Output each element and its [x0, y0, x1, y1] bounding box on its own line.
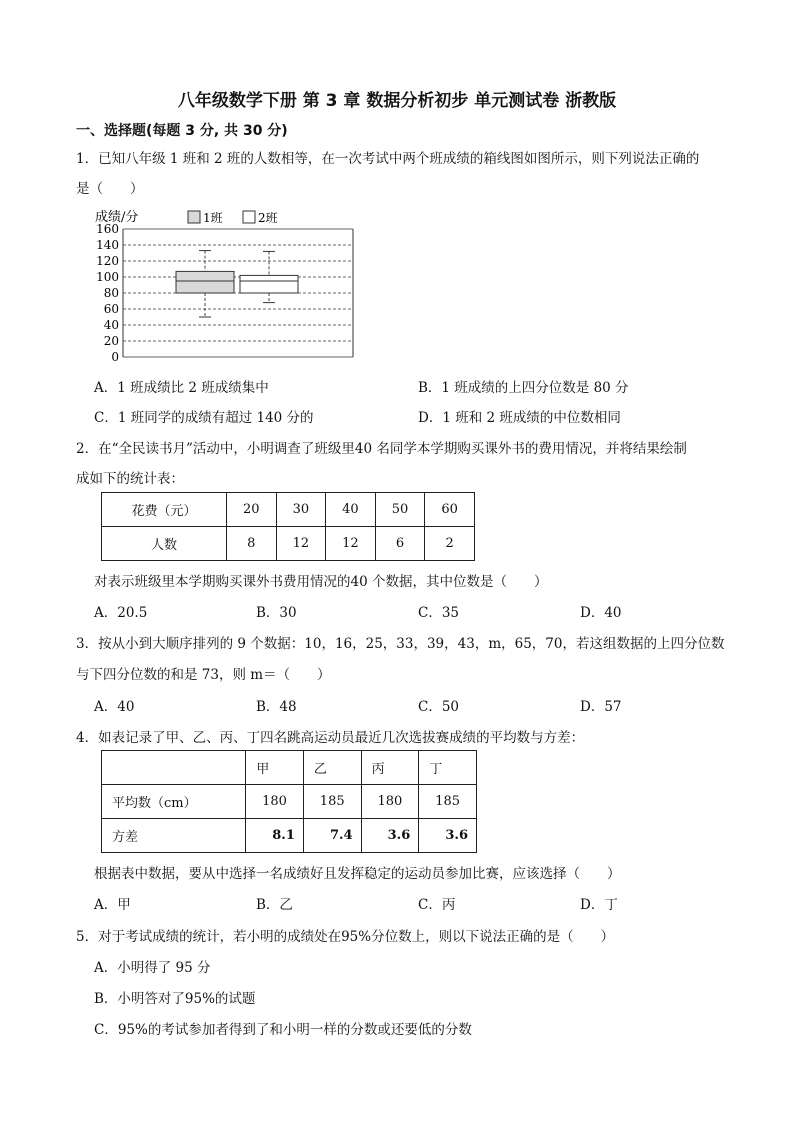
table-cell: 12 — [276, 527, 326, 561]
legend-swatch — [243, 211, 255, 223]
box-iqr — [176, 271, 234, 293]
table-cell: 185 — [419, 785, 477, 819]
y-axis-label: 成绩/分 — [95, 210, 139, 225]
table-cell: 30 — [276, 493, 326, 527]
table-cell: 20 — [226, 493, 276, 527]
table-cell: 平均数（cm） — [102, 785, 246, 819]
table-cell: 乙 — [303, 751, 361, 785]
table-cell: 180 — [361, 785, 419, 819]
table-cell: 丁 — [419, 751, 477, 785]
section-heading: 一、选择题(每题 3 分, 共 30 分) — [76, 123, 288, 139]
table-cell: 50 — [375, 493, 425, 527]
q2-option-b[interactable]: B．30 — [256, 605, 297, 621]
legend-label: 1班 — [203, 211, 223, 225]
q1-option-a[interactable]: A．1 班成绩比 2 班成绩集中 — [94, 380, 269, 396]
y-tick-label: 140 — [96, 238, 119, 252]
table-cell: 2 — [425, 527, 475, 561]
y-tick-label: 40 — [103, 318, 119, 332]
q2-stem-line3: 对表示班级里本学期购买课外书费用情况的40 个数据，其中位数是（ ） — [94, 574, 548, 590]
y-tick-label: 160 — [96, 222, 119, 236]
y-tick-label: 120 — [96, 254, 119, 268]
table-cell: 12 — [326, 527, 376, 561]
q4-table — [101, 750, 477, 853]
q4-option-b[interactable]: B．乙 — [256, 897, 293, 913]
q2-option-d[interactable]: D．40 — [580, 605, 622, 621]
q4-stem-line2: 根据表中数据，要从中选择一名成绩好且发挥稳定的运动员参加比赛，应该选择（ ） — [94, 866, 621, 882]
table-cell: 6 — [375, 527, 425, 561]
q5-stem-line1: 5．对于考试成绩的统计，若小明的成绩处在95%分位数上，则以下说法正确的是（ ） — [76, 929, 615, 945]
y-tick-label: 60 — [103, 302, 119, 316]
q4-table-row-mean — [102, 785, 477, 819]
q2-stem-line1: 2．在“全民读书月”活动中，小明调查了班级里40 名同学本学期购买课外书的费用情况，并将结果绘制 — [76, 441, 687, 457]
q1-option-d[interactable]: D．1 班和 2 班成绩的中位数相同 — [418, 410, 621, 426]
table-cell: 8.1 — [246, 819, 304, 853]
q4-table-header — [102, 751, 477, 785]
q2-option-c[interactable]: C．35 — [418, 605, 460, 621]
q3-option-d[interactable]: D．57 — [580, 699, 622, 715]
q2-table — [101, 492, 475, 561]
legend-label: 2班 — [258, 211, 278, 225]
table-cell: 人数 — [102, 527, 227, 561]
q5-option-c[interactable]: C．95%的考试参加者得到了和小明一样的分数或还要低的分数 — [94, 1022, 472, 1038]
table-cell: 8 — [226, 527, 276, 561]
box-series — [176, 251, 298, 317]
q3-option-a[interactable]: A．40 — [94, 699, 135, 715]
q4-option-d[interactable]: D．丁 — [580, 897, 618, 913]
q3-stem-line1: 3．按从小到大顺序排列的 9 个数据：10，16，25，33，39，43，m，65，70，若这组数据的上四分位数 — [76, 636, 725, 652]
q3-option-c[interactable]: C．50 — [418, 699, 460, 715]
boxplot-chart — [90, 205, 370, 365]
table-cell — [102, 751, 246, 785]
q4-option-a[interactable]: A．甲 — [94, 897, 131, 913]
table-cell: 3.6 — [361, 819, 419, 853]
page-title: 八年级数学下册 第 3 章 数据分析初步 单元测试卷 浙教版 — [177, 91, 617, 111]
y-tick-label: 80 — [103, 286, 119, 300]
q4-stem-line1: 4．如表记录了甲、乙、丙、丁四名跳高运动员最近几次选拔赛成绩的平均数与方差： — [76, 730, 585, 746]
table-cell: 3.6 — [419, 819, 477, 853]
table-cell: 花费（元） — [102, 493, 227, 527]
q1-stem-line1: 1．已知八年级 1 班和 2 班的人数相等，在一次考试中两个班成绩的箱线图如图所示，则下列说法正确的 — [76, 151, 700, 167]
table-cell: 40 — [326, 493, 376, 527]
table-cell: 180 — [246, 785, 304, 819]
q1-option-c[interactable]: C．1 班同学的成绩有超过 140 分的 — [94, 410, 314, 426]
q2-table-row-count — [102, 527, 475, 561]
legend-swatch — [188, 211, 200, 223]
y-tick-labels — [96, 222, 119, 364]
table-cell: 甲 — [246, 751, 304, 785]
q5-option-a[interactable]: A．小明得了 95 分 — [94, 960, 211, 976]
box-iqr — [240, 275, 298, 293]
chart-legend — [188, 210, 278, 225]
q1-option-b[interactable]: B．1 班成绩的上四分位数是 80 分 — [418, 380, 629, 396]
q2-stem-line2: 成如下的统计表： — [76, 471, 184, 487]
y-tick-label: 0 — [111, 350, 119, 364]
q3-stem-line2: 与下四分位数的和是 73，则 m＝（ ） — [76, 667, 331, 683]
table-cell: 185 — [303, 785, 361, 819]
y-tick-label: 20 — [103, 334, 119, 348]
q2-option-a[interactable]: A．20.5 — [94, 605, 148, 621]
table-cell: 方差 — [102, 819, 246, 853]
q1-stem-line2: 是（ ） — [76, 181, 144, 197]
table-cell: 7.4 — [303, 819, 361, 853]
table-cell: 60 — [425, 493, 475, 527]
chart-grid — [123, 229, 353, 357]
q4-option-c[interactable]: C．丙 — [418, 897, 456, 913]
q5-option-b[interactable]: B．小明答对了95%的试题 — [94, 991, 256, 1007]
q2-table-row-cost — [102, 493, 475, 527]
q3-option-b[interactable]: B．48 — [256, 699, 297, 715]
y-tick-label: 100 — [96, 270, 119, 284]
table-cell: 丙 — [361, 751, 419, 785]
q4-table-row-variance — [102, 819, 477, 853]
